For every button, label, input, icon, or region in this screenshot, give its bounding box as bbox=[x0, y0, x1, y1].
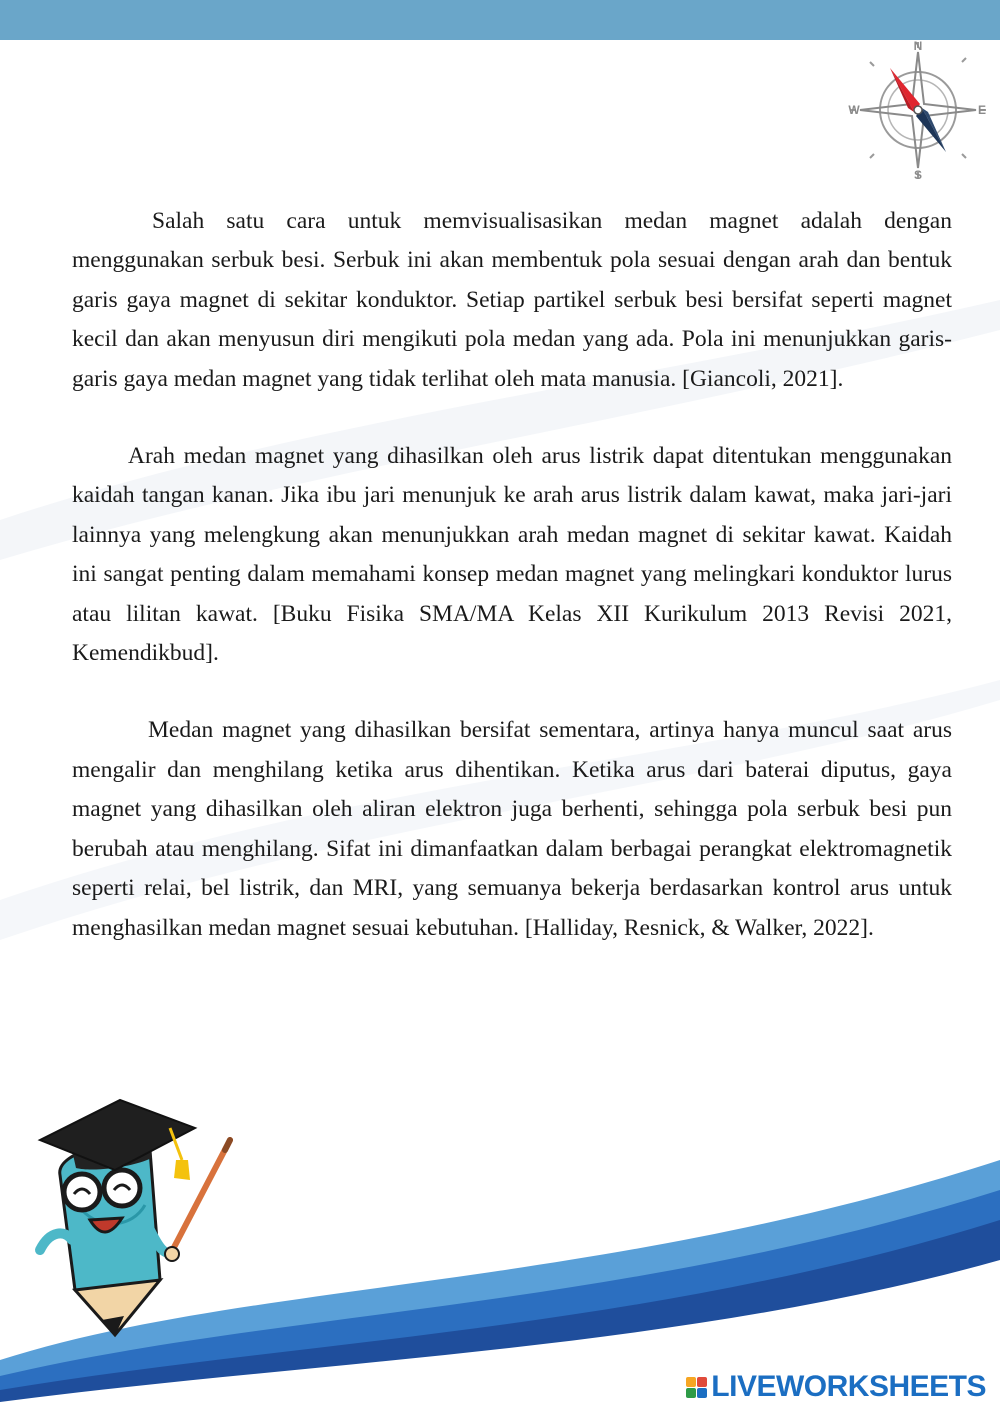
compass-e: E bbox=[977, 103, 987, 117]
compass-n: N bbox=[913, 39, 923, 53]
pointer-stick-icon bbox=[170, 1140, 230, 1255]
compass-w: W bbox=[848, 103, 860, 117]
brand-logo-icon bbox=[686, 1377, 707, 1398]
compass-s: S bbox=[913, 168, 923, 182]
paragraph-2: Arah medan magnet yang dihasilkan oleh arus listrik dapat ditentukan menggunakan kaidah tangan kanan. Jika ibu jari menunjuk ke arah arus listrik dalam kawat, maka jari-jari lainnya yang melengkung akan menunjukkan arah medan magnet di sekitar kawat. Kaidah ini sangat penting dalam memahami konsep medan magnet yang melingkari konduktor lurus atau lilitan kawat. [Buku Fisika SMA/MA Kelas XII Kurikulum 2013 Revisi 2021, Kemendikbud]. bbox=[72, 443, 952, 667]
paragraph-3: Medan magnet yang dihasilkan bersifat sementara, artinya hanya muncul saat arus mengalir dan menghilang ketika arus dihentikan. Ketika arus dari baterai diputus, gaya magnet yang dihasilkan oleh aliran elektron juga berhenti, sehingga pola serbuk besi pun berubah atau menghilang. Sifat ini dimanfaatkan dalam berbagai perangkat elektromagnetik seperti relai, bel listrik, dan MRI, yang semuanya bekerja berdasarkan kontrol arus untuk menghasilkan medan magnet sesuai kebutuhan. [Halliday, Resnick, & Walker, 2022]. bbox=[72, 717, 952, 941]
main-content bbox=[72, 202, 952, 986]
logo-v bbox=[686, 1388, 696, 1398]
liveworksheets-brand bbox=[686, 1370, 986, 1404]
logo-e bbox=[697, 1388, 707, 1398]
pencil-mascot-icon bbox=[20, 1080, 250, 1370]
logo-i bbox=[697, 1377, 707, 1387]
logo-l bbox=[686, 1377, 696, 1387]
paragraph-1: Salah satu cara untuk memvisualisasikan medan magnet adalah dengan menggunakan serbuk besi. Serbuk ini akan membentuk pola sesuai dengan arah dan bentuk garis gaya magnet di sekitar konduktor. Setiap partikel serbuk besi bersifat seperti magnet kecil dan akan menyusun diri mengikuti pola medan yang ada. Pola ini menunjukkan garis-garis gaya medan magnet yang tidak terlihat oleh mata manusia. [Giancoli, 2021]. bbox=[72, 208, 952, 392]
compass-icon bbox=[846, 38, 990, 182]
brand-name: LIVEWORKSHEETS bbox=[711, 1370, 986, 1403]
